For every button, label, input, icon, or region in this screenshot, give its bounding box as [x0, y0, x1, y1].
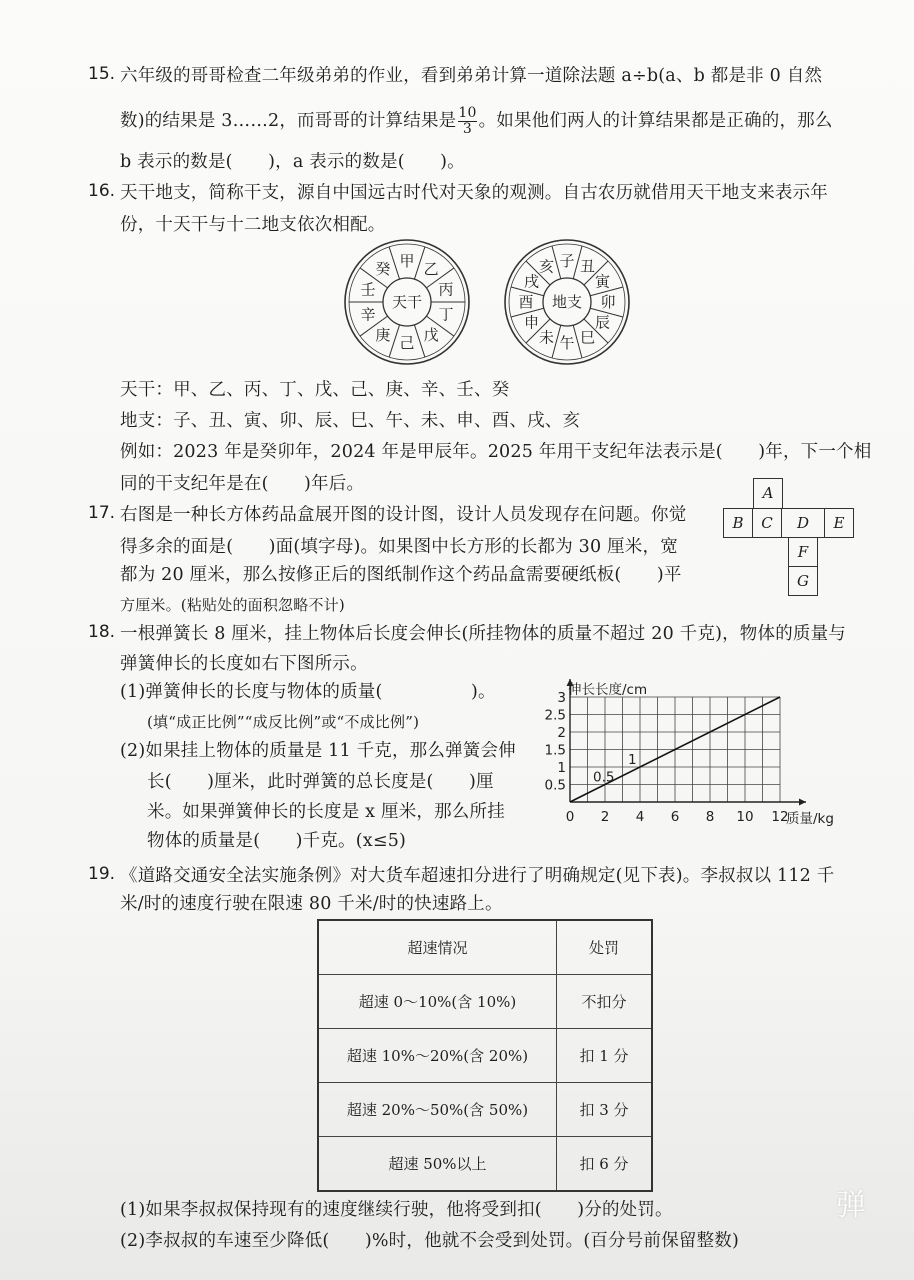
table-row: [318, 1137, 652, 1192]
q17-line4: 方厘米。(粘贴处的面积忽略不计): [120, 596, 345, 614]
y-tick-label: 1: [557, 760, 566, 776]
app-watermark: 弹: [836, 1188, 866, 1223]
y-tick-label: 2.5: [544, 707, 566, 724]
dizhi-label: 丑: [579, 257, 596, 276]
q15-line2: [120, 106, 833, 137]
table-cell: 超速 10%～20%(含 20%): [318, 1029, 557, 1083]
dizhi-label: 子: [559, 252, 575, 270]
q18-part2-line4: 物体的质量是( )千克。(x≤5): [147, 831, 407, 851]
table-header-cell: 超速情况: [318, 920, 557, 975]
q17-line2: 得多余的面是( )面(填字母)。如果图中长方形的长都为 30 厘米，宽: [120, 537, 678, 557]
tiangan-label: 癸: [375, 259, 391, 278]
dizhi-label: 酉: [518, 293, 534, 311]
q18-line2: 弹簧伸长的长度如右下图所示。: [120, 654, 368, 674]
q15-number: 15.: [88, 64, 116, 84]
q18-line1: 一根弹簧长 8 厘米，挂上物体后长度会伸长(所挂物体的质量不超过 20 千克)，物体的质量与: [120, 624, 847, 644]
dizhi-wheel: [502, 237, 632, 367]
table-row: [318, 975, 652, 1029]
net-face-g: G: [788, 566, 818, 596]
dizhi-label: 亥: [538, 257, 555, 276]
x-tick-label: 12: [771, 809, 789, 825]
tiangan-list: 天干：甲、乙、丙、丁、戊、己、庚、辛、壬、癸: [120, 380, 510, 400]
net-face-e: E: [824, 508, 854, 538]
tiangan-label: 丁: [438, 305, 454, 324]
q16-number: 16.: [88, 181, 116, 201]
q15-line3: b 表示的数是( )，a 表示的数是( )。: [120, 152, 465, 172]
tiangan-label: 壬: [360, 280, 376, 299]
dizhi-label: 巳: [579, 328, 596, 347]
x-tick-label: 6: [670, 809, 680, 825]
y-tick-label: 3: [557, 690, 566, 706]
q16-example-line2: 同的干支纪年是在( )年后。: [120, 474, 365, 494]
x-axis-arrow: [799, 799, 806, 806]
tiangan-label: 乙: [423, 259, 439, 278]
table-cell: 扣 3 分: [557, 1083, 653, 1137]
q15-line1: 六年级的哥哥检查二年级弟弟的作业，看到弟弟计算一道除法题 a÷b(a、b 都是非 0 自然: [120, 66, 823, 86]
dizhi-label: 辰: [594, 313, 611, 332]
dizhi-label: 寅: [594, 272, 611, 291]
table-row: [318, 1083, 652, 1137]
x-tick-label: 8: [705, 809, 715, 825]
q19-part1: (1)如果李叔叔保持现有的速度继续行驶，他将受到扣( )分的处罚。: [120, 1200, 673, 1220]
tiangan-label: 甲: [399, 252, 415, 270]
x-tick-label: 10: [736, 809, 754, 825]
tiangan-divider: [389, 325, 400, 357]
table-header-row: [318, 920, 652, 975]
table-cell: 超速 50%以上: [318, 1137, 557, 1192]
x-tick-label: 4: [635, 809, 645, 825]
dizhi-label: 戌: [523, 272, 540, 291]
q15-line2-b: 。如果他们两人的计算结果都是正确的，那么: [478, 111, 833, 131]
q19-line1: 《道路交通安全法实施条例》对大货车超速扣分进行了明确规定(见下表)。李叔叔以 112 千: [120, 866, 835, 886]
table-header-cell: 处罚: [557, 920, 653, 975]
q16-example-line1: 例如：2023 年是癸卯年，2024 年是甲辰年。2025 年用干支纪年法表示是( )年，下一个相: [120, 442, 872, 462]
dizhi-label: 未: [538, 328, 555, 347]
y-axis-label: 伸长长度/cm: [568, 682, 648, 698]
tiangan-wheel: [342, 237, 472, 367]
q19-line2: 米/时的速度行驶在限速 80 千米/时的快速路上。: [120, 894, 503, 914]
net-face-c: C: [752, 508, 782, 538]
q15-fraction-numerator: 10: [458, 105, 477, 121]
q16-line1: 天干地支，简称干支，源自中国远古时代对天象的观测。自古农历就借用天干地支来表示年: [120, 183, 828, 203]
x-tick-label: 0: [565, 809, 575, 825]
q18-part2-line3: 米。如果弹簧伸长的长度是 x 厘米，那么所挂: [147, 802, 505, 822]
x-axis-label: 质量/kg: [786, 811, 834, 827]
x-tick-label: 2: [600, 809, 610, 825]
q17-number: 17.: [88, 503, 116, 523]
table-cell: 不扣分: [557, 975, 653, 1029]
box-net-diagram: [722, 470, 862, 610]
dizhi-label: 申: [523, 313, 540, 332]
table-row: [318, 1029, 652, 1083]
tiangan-center-label: 天干: [391, 293, 423, 311]
net-face-f: F: [788, 537, 818, 567]
q15-fraction: [458, 106, 476, 137]
y-tick-label: 2: [557, 725, 566, 741]
tiangan-label: 辛: [360, 305, 376, 324]
table-cell: 扣 1 分: [557, 1029, 653, 1083]
data-label: 1: [628, 752, 637, 768]
tiangan-label: 庚: [375, 326, 391, 345]
tiangan-label: 戊: [423, 326, 439, 345]
q18-part2-line2: 长( )厘米，此时弹簧的总长度是( )厘: [147, 772, 494, 792]
q18-part1: (1)弹簧伸长的长度与物体的质量( )。: [120, 682, 496, 702]
tiangan-divider: [389, 247, 400, 279]
data-label: 0.5: [593, 769, 615, 786]
tiangan-label: 己: [399, 334, 415, 352]
y-tick-label: 1.5: [544, 742, 566, 759]
net-face-d: D: [781, 508, 825, 538]
table-cell: 超速 0～10%(含 10%): [318, 975, 557, 1029]
q18-part2-line1: (2)如果挂上物体的质量是 11 千克，那么弹簧会伸: [120, 741, 516, 761]
net-face-a: A: [753, 478, 783, 509]
q17-line3: 都为 20 厘米，那么按修正后的图纸制作这个药品盒需要硬纸板( )平: [120, 565, 682, 585]
dizhi-label: 卯: [600, 293, 616, 311]
speeding-penalty-table: [317, 919, 653, 1192]
y-tick-label: 0.5: [544, 777, 566, 794]
q19-part2: (2)李叔叔的车速至少降低( )%时，他就不会受到处罚。(百分号前保留整数): [120, 1231, 740, 1251]
q15-fraction-denominator: 3: [458, 121, 476, 137]
q16-line2: 份，十天干与十二地支依次相配。: [120, 215, 386, 235]
tiangan-label: 丙: [438, 280, 454, 299]
q17-line1: 右图是一种长方体药品盒展开图的设计图，设计人员发现存在问题。你觉: [120, 505, 687, 525]
dizhi-center-label: 地支: [551, 293, 583, 311]
q19-number: 19.: [88, 864, 116, 884]
dizhi-list: 地支：子、丑、寅、卯、辰、巳、午、未、申、酉、戌、亥: [120, 411, 581, 431]
q18-part1-note: (填“成正比例”“成反比例”或“不成比例”): [147, 713, 420, 731]
table-cell: 超速 20%～50%(含 50%): [318, 1083, 557, 1137]
q15-line2-a: 数)的结果是 3……2，而哥哥的计算结果是: [120, 111, 457, 131]
dizhi-label: 午: [559, 334, 575, 352]
spring-extension-chart: [528, 676, 858, 841]
q18-number: 18.: [88, 622, 116, 642]
table-cell: 扣 6 分: [557, 1137, 653, 1192]
net-face-b: B: [723, 508, 753, 538]
